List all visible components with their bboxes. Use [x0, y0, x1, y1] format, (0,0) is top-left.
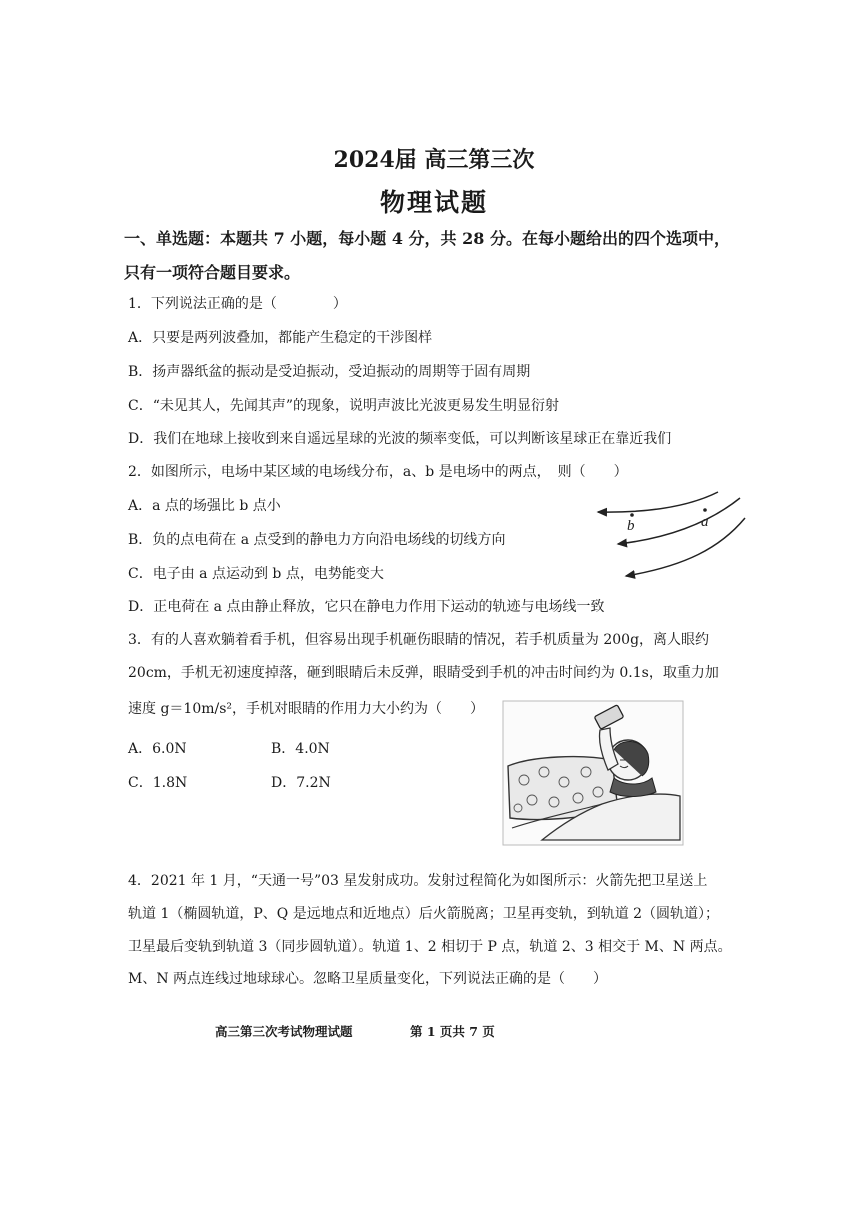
footer-page-number: 第 1 页共 7 页	[410, 1024, 495, 1039]
q1-stem: 1．下列说法正确的是（ ）	[128, 296, 347, 312]
q3-line3: 速度 g＝10m/s²，手机对眼睛的作用力大小约为（ ）	[128, 701, 485, 717]
q3-line1: 3．有的人喜欢躺着看手机，但容易出现手机砸伤眼睛的情况，若手机质量为 200g，离人眼约	[128, 632, 710, 648]
q4-line4: M、N 两点连线过地球球心。忽略卫星质量变化，下列说法正确的是（ ）	[128, 971, 608, 987]
q2-option-c: C．电子由 a 点运动到 b 点，电势能变大	[128, 566, 384, 582]
q3-line2: 20cm，手机无初速度掉落，砸到眼睛后未反弹，眼睛受到手机的冲击时间约为 0.1s，取重力加	[128, 665, 719, 681]
person-phone-illustration	[502, 700, 684, 846]
q1-option-b: B．扬声器纸盆的振动是受迫振动，受迫振动的周期等于固有周期	[128, 364, 531, 380]
field-line-1	[598, 492, 718, 512]
section-heading-line1: 一、单选题：本题共 7 小题，每小题 4 分，共 28 分。在每小题给出的四个选项中，	[124, 229, 730, 248]
point-a-label: a	[701, 514, 709, 530]
subject-title: 物理试题	[379, 188, 488, 217]
q4-line2: 轨道 1（椭圆轨道，P、Q 是远地点和近地点）后火箭脱离；卫星再变轨，到轨道 2（圆轨道）；	[128, 906, 720, 922]
q2-option-b: B．负的点电荷在 a 点受到的静电力方向沿电场线的切线方向	[128, 532, 506, 548]
q3-option-a: A．6.0N	[128, 741, 187, 757]
q3-option-b: B．4.0N	[271, 741, 330, 757]
point-a-dot	[703, 508, 707, 512]
q1-option-c: C．“未见其人，先闻其声”的现象，说明声波比光波更易发生明显衍射	[128, 398, 560, 414]
electric-field-diagram	[590, 488, 750, 580]
exam-title: 2024届 高三第三次	[333, 147, 535, 173]
point-b-dot	[630, 513, 634, 517]
section-heading-line2: 只有一项符合题目要求。	[124, 263, 301, 282]
q4-line3: 卫星最后变轨到轨道 3（同步圆轨道）。轨道 1、2 相切于 P 点，轨道 2、3 相交于 M、N 两点。	[128, 939, 732, 955]
q2-option-d: D．正电荷在 a 点由静止释放，它只在静电力作用下运动的轨迹与电场线一致	[128, 599, 605, 615]
q1-option-a: A．只要是两列波叠加，都能产生稳定的干涉图样	[128, 330, 433, 346]
point-b-label: b	[627, 518, 635, 534]
q2-option-a: A．a 点的场强比 b 点小	[128, 498, 281, 514]
field-line-3	[626, 518, 745, 576]
q4-line1: 4．2021 年 1 月，“天通一号”03 星发射成功。发射过程简化为如图所示：火箭先把卫星送上	[128, 873, 708, 889]
q1-option-d: D．我们在地球上接收到来自遥远星球的光波的频率变低，可以判断该星球正在靠近我们	[128, 431, 672, 447]
q2-stem: 2．如图所示，电场中某区域的电场线分布，a、b 是电场中的两点， 则（ ）	[128, 464, 628, 480]
q3-option-c: C．1.8N	[128, 775, 188, 791]
footer-exam-name: 高三第三次考试物理试题	[215, 1024, 353, 1039]
q3-option-d: D．7.2N	[271, 775, 331, 791]
